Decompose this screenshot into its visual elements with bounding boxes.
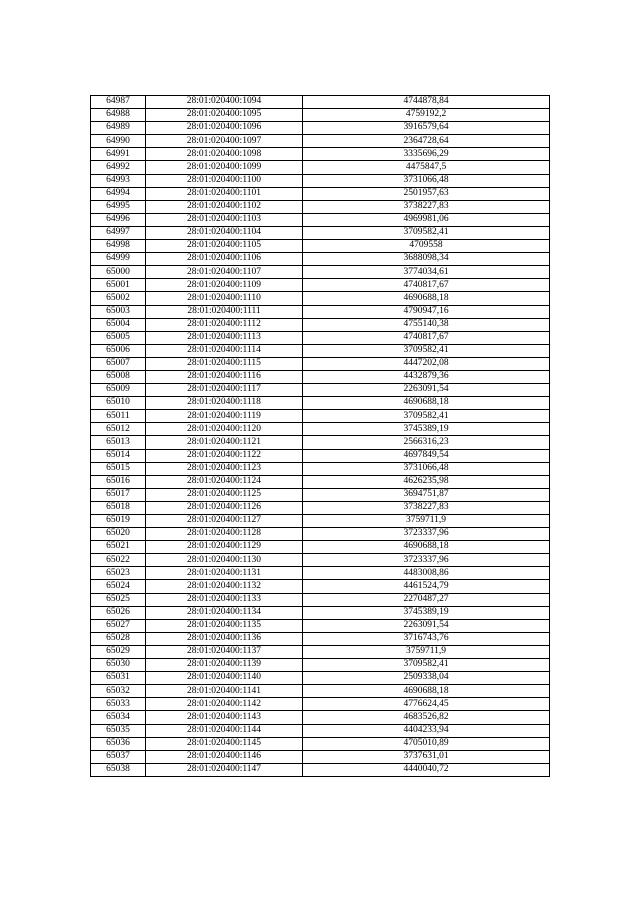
row-number-cell: 64987 <box>91 96 146 109</box>
row-number-cell: 65035 <box>91 724 146 737</box>
table-row <box>91 240 550 253</box>
cadastral-number-cell: 28:01:020400:1097 <box>146 135 303 148</box>
value-cell: 4461524,79 <box>303 580 550 593</box>
row-number-cell: 65020 <box>91 528 146 541</box>
cadastral-number-cell: 28:01:020400:1145 <box>146 737 303 750</box>
value-cell: 4705010,89 <box>303 737 550 750</box>
value-cell: 4690688,18 <box>303 541 550 554</box>
table-row <box>91 397 550 410</box>
cadastral-number-cell: 28:01:020400:1128 <box>146 528 303 541</box>
value-cell: 2566316,23 <box>303 436 550 449</box>
value-cell: 3759711,9 <box>303 645 550 658</box>
row-number-cell: 65018 <box>91 501 146 514</box>
table-row <box>91 449 550 462</box>
value-cell: 3723337,96 <box>303 554 550 567</box>
row-number-cell: 65006 <box>91 344 146 357</box>
table-row <box>91 488 550 501</box>
value-cell: 4790947,16 <box>303 305 550 318</box>
value-cell: 4690688,18 <box>303 292 550 305</box>
row-number-cell: 65010 <box>91 397 146 410</box>
value-cell: 4709558 <box>303 240 550 253</box>
value-cell: 2263091,54 <box>303 619 550 632</box>
table-row <box>91 305 550 318</box>
cadastral-number-cell: 28:01:020400:1118 <box>146 397 303 410</box>
value-cell: 4683526,82 <box>303 711 550 724</box>
table-row <box>91 266 550 279</box>
cadastral-number-cell: 28:01:020400:1144 <box>146 724 303 737</box>
table-body <box>91 96 550 777</box>
row-number-cell: 65009 <box>91 384 146 397</box>
cadastral-number-cell: 28:01:020400:1098 <box>146 148 303 161</box>
table-row <box>91 96 550 109</box>
table-row <box>91 763 550 776</box>
value-cell: 4759192,2 <box>303 109 550 122</box>
value-cell: 3745389,19 <box>303 606 550 619</box>
table-row <box>91 567 550 580</box>
table-row <box>91 318 550 331</box>
table-row <box>91 541 550 554</box>
cadastral-number-cell: 28:01:020400:1119 <box>146 410 303 423</box>
row-number-cell: 64997 <box>91 226 146 239</box>
value-cell: 3759711,9 <box>303 515 550 528</box>
cadastral-number-cell: 28:01:020400:1114 <box>146 344 303 357</box>
cadastral-number-cell: 28:01:020400:1094 <box>146 96 303 109</box>
value-cell: 4432879,36 <box>303 370 550 383</box>
value-cell: 2364728,64 <box>303 135 550 148</box>
cadastral-value-table <box>90 95 550 777</box>
row-number-cell: 64992 <box>91 161 146 174</box>
row-number-cell: 65027 <box>91 619 146 632</box>
value-cell: 2263091,54 <box>303 384 550 397</box>
row-number-cell: 65003 <box>91 305 146 318</box>
table-row <box>91 528 550 541</box>
cadastral-number-cell: 28:01:020400:1117 <box>146 384 303 397</box>
row-number-cell: 64998 <box>91 240 146 253</box>
value-cell: 4755140,38 <box>303 318 550 331</box>
cadastral-number-cell: 28:01:020400:1099 <box>146 161 303 174</box>
cadastral-number-cell: 28:01:020400:1123 <box>146 462 303 475</box>
row-number-cell: 65023 <box>91 567 146 580</box>
cadastral-number-cell: 28:01:020400:1132 <box>146 580 303 593</box>
row-number-cell: 64994 <box>91 187 146 200</box>
row-number-cell: 65017 <box>91 488 146 501</box>
cadastral-number-cell: 28:01:020400:1137 <box>146 645 303 658</box>
cadastral-number-cell: 28:01:020400:1115 <box>146 357 303 370</box>
cadastral-number-cell: 28:01:020400:1130 <box>146 554 303 567</box>
value-cell: 4690688,18 <box>303 685 550 698</box>
value-cell: 2270487,27 <box>303 593 550 606</box>
row-number-cell: 65007 <box>91 357 146 370</box>
table-row <box>91 384 550 397</box>
cadastral-number-cell: 28:01:020400:1147 <box>146 763 303 776</box>
cadastral-number-cell: 28:01:020400:1146 <box>146 750 303 763</box>
row-number-cell: 64999 <box>91 253 146 266</box>
row-number-cell: 64989 <box>91 122 146 135</box>
value-cell: 3709582,41 <box>303 344 550 357</box>
row-number-cell: 65012 <box>91 423 146 436</box>
table-row <box>91 580 550 593</box>
table-row <box>91 253 550 266</box>
value-cell: 3731066,48 <box>303 462 550 475</box>
table-row <box>91 423 550 436</box>
table-row <box>91 122 550 135</box>
row-number-cell: 65033 <box>91 698 146 711</box>
table-row <box>91 148 550 161</box>
row-number-cell: 65001 <box>91 279 146 292</box>
value-cell: 3916579,64 <box>303 122 550 135</box>
table-row <box>91 462 550 475</box>
table-row <box>91 672 550 685</box>
value-cell: 3745389,19 <box>303 423 550 436</box>
value-cell: 4447202,08 <box>303 357 550 370</box>
value-cell: 3738227,83 <box>303 501 550 514</box>
cadastral-number-cell: 28:01:020400:1100 <box>146 174 303 187</box>
table-row <box>91 501 550 514</box>
value-cell: 4776624,45 <box>303 698 550 711</box>
value-cell: 3694751,87 <box>303 488 550 501</box>
cadastral-number-cell: 28:01:020400:1126 <box>146 501 303 514</box>
row-number-cell: 64990 <box>91 135 146 148</box>
table-row <box>91 370 550 383</box>
value-cell: 3709582,41 <box>303 410 550 423</box>
row-number-cell: 65014 <box>91 449 146 462</box>
value-cell: 4740817,67 <box>303 331 550 344</box>
value-cell: 4475847,5 <box>303 161 550 174</box>
row-number-cell: 65034 <box>91 711 146 724</box>
table-row <box>91 109 550 122</box>
value-cell: 4697849,54 <box>303 449 550 462</box>
table-row <box>91 698 550 711</box>
table-row <box>91 161 550 174</box>
cadastral-number-cell: 28:01:020400:1109 <box>146 279 303 292</box>
value-cell: 4626235,98 <box>303 475 550 488</box>
table-row <box>91 410 550 423</box>
cadastral-number-cell: 28:01:020400:1122 <box>146 449 303 462</box>
row-number-cell: 65008 <box>91 370 146 383</box>
row-number-cell: 65019 <box>91 515 146 528</box>
cadastral-number-cell: 28:01:020400:1121 <box>146 436 303 449</box>
row-number-cell: 65022 <box>91 554 146 567</box>
cadastral-number-cell: 28:01:020400:1139 <box>146 659 303 672</box>
value-cell: 3737631,01 <box>303 750 550 763</box>
table-row <box>91 135 550 148</box>
value-cell: 4440040,72 <box>303 763 550 776</box>
cadastral-number-cell: 28:01:020400:1141 <box>146 685 303 698</box>
table-row <box>91 724 550 737</box>
row-number-cell: 64993 <box>91 174 146 187</box>
table-row <box>91 750 550 763</box>
cadastral-number-cell: 28:01:020400:1096 <box>146 122 303 135</box>
row-number-cell: 64995 <box>91 200 146 213</box>
row-number-cell: 65013 <box>91 436 146 449</box>
table-row <box>91 619 550 632</box>
row-number-cell: 65032 <box>91 685 146 698</box>
cadastral-number-cell: 28:01:020400:1112 <box>146 318 303 331</box>
cadastral-number-cell: 28:01:020400:1143 <box>146 711 303 724</box>
table-row <box>91 279 550 292</box>
table-row <box>91 515 550 528</box>
row-number-cell: 65038 <box>91 763 146 776</box>
table-row <box>91 632 550 645</box>
value-cell: 3688098,34 <box>303 253 550 266</box>
cadastral-number-cell: 28:01:020400:1111 <box>146 305 303 318</box>
row-number-cell: 64988 <box>91 109 146 122</box>
table-row <box>91 187 550 200</box>
cadastral-number-cell: 28:01:020400:1125 <box>146 488 303 501</box>
cadastral-number-cell: 28:01:020400:1131 <box>146 567 303 580</box>
table-row <box>91 331 550 344</box>
value-cell: 4690688,18 <box>303 397 550 410</box>
table-row <box>91 292 550 305</box>
value-cell: 4740817,67 <box>303 279 550 292</box>
row-number-cell: 65024 <box>91 580 146 593</box>
row-number-cell: 65025 <box>91 593 146 606</box>
cadastral-number-cell: 28:01:020400:1101 <box>146 187 303 200</box>
value-cell: 4744878,84 <box>303 96 550 109</box>
table-row <box>91 213 550 226</box>
row-number-cell: 65028 <box>91 632 146 645</box>
row-number-cell: 65021 <box>91 541 146 554</box>
row-number-cell: 65037 <box>91 750 146 763</box>
row-number-cell: 65000 <box>91 266 146 279</box>
table-row <box>91 659 550 672</box>
cadastral-number-cell: 28:01:020400:1107 <box>146 266 303 279</box>
row-number-cell: 65015 <box>91 462 146 475</box>
row-number-cell: 64991 <box>91 148 146 161</box>
cadastral-number-cell: 28:01:020400:1110 <box>146 292 303 305</box>
table-row <box>91 737 550 750</box>
table-row <box>91 554 550 567</box>
value-cell: 3716743,76 <box>303 632 550 645</box>
table-row <box>91 436 550 449</box>
table-row <box>91 685 550 698</box>
value-cell: 3731066,48 <box>303 174 550 187</box>
row-number-cell: 65004 <box>91 318 146 331</box>
cadastral-number-cell: 28:01:020400:1102 <box>146 200 303 213</box>
row-number-cell: 65029 <box>91 645 146 658</box>
row-number-cell: 65036 <box>91 737 146 750</box>
cadastral-number-cell: 28:01:020400:1134 <box>146 606 303 619</box>
value-cell: 2509338,04 <box>303 672 550 685</box>
cadastral-number-cell: 28:01:020400:1113 <box>146 331 303 344</box>
row-number-cell: 65031 <box>91 672 146 685</box>
cadastral-number-cell: 28:01:020400:1142 <box>146 698 303 711</box>
cadastral-number-cell: 28:01:020400:1106 <box>146 253 303 266</box>
cadastral-number-cell: 28:01:020400:1105 <box>146 240 303 253</box>
value-cell: 3709582,41 <box>303 226 550 239</box>
cadastral-number-cell: 28:01:020400:1133 <box>146 593 303 606</box>
table-row <box>91 226 550 239</box>
cadastral-number-cell: 28:01:020400:1129 <box>146 541 303 554</box>
table-row <box>91 711 550 724</box>
row-number-cell: 65030 <box>91 659 146 672</box>
table-row <box>91 344 550 357</box>
cadastral-number-cell: 28:01:020400:1116 <box>146 370 303 383</box>
value-cell: 4404233,94 <box>303 724 550 737</box>
row-number-cell: 64996 <box>91 213 146 226</box>
cadastral-number-cell: 28:01:020400:1120 <box>146 423 303 436</box>
cadastral-number-cell: 28:01:020400:1103 <box>146 213 303 226</box>
value-cell: 3335696,29 <box>303 148 550 161</box>
table-row <box>91 606 550 619</box>
value-cell: 3774034,61 <box>303 266 550 279</box>
value-cell: 3723337,96 <box>303 528 550 541</box>
cadastral-number-cell: 28:01:020400:1104 <box>146 226 303 239</box>
value-cell: 3738227,83 <box>303 200 550 213</box>
row-number-cell: 65002 <box>91 292 146 305</box>
table-row <box>91 593 550 606</box>
value-cell: 3709582,41 <box>303 659 550 672</box>
cadastral-number-cell: 28:01:020400:1136 <box>146 632 303 645</box>
cadastral-number-cell: 28:01:020400:1124 <box>146 475 303 488</box>
cadastral-number-cell: 28:01:020400:1135 <box>146 619 303 632</box>
row-number-cell: 65005 <box>91 331 146 344</box>
row-number-cell: 65026 <box>91 606 146 619</box>
table-row <box>91 357 550 370</box>
table-row <box>91 645 550 658</box>
row-number-cell: 65016 <box>91 475 146 488</box>
table-row <box>91 200 550 213</box>
cadastral-number-cell: 28:01:020400:1140 <box>146 672 303 685</box>
row-number-cell: 65011 <box>91 410 146 423</box>
cadastral-number-cell: 28:01:020400:1127 <box>146 515 303 528</box>
value-cell: 4483008,86 <box>303 567 550 580</box>
table-row <box>91 174 550 187</box>
value-cell: 4969981,06 <box>303 213 550 226</box>
value-cell: 2501957,63 <box>303 187 550 200</box>
cadastral-number-cell: 28:01:020400:1095 <box>146 109 303 122</box>
table-row <box>91 475 550 488</box>
